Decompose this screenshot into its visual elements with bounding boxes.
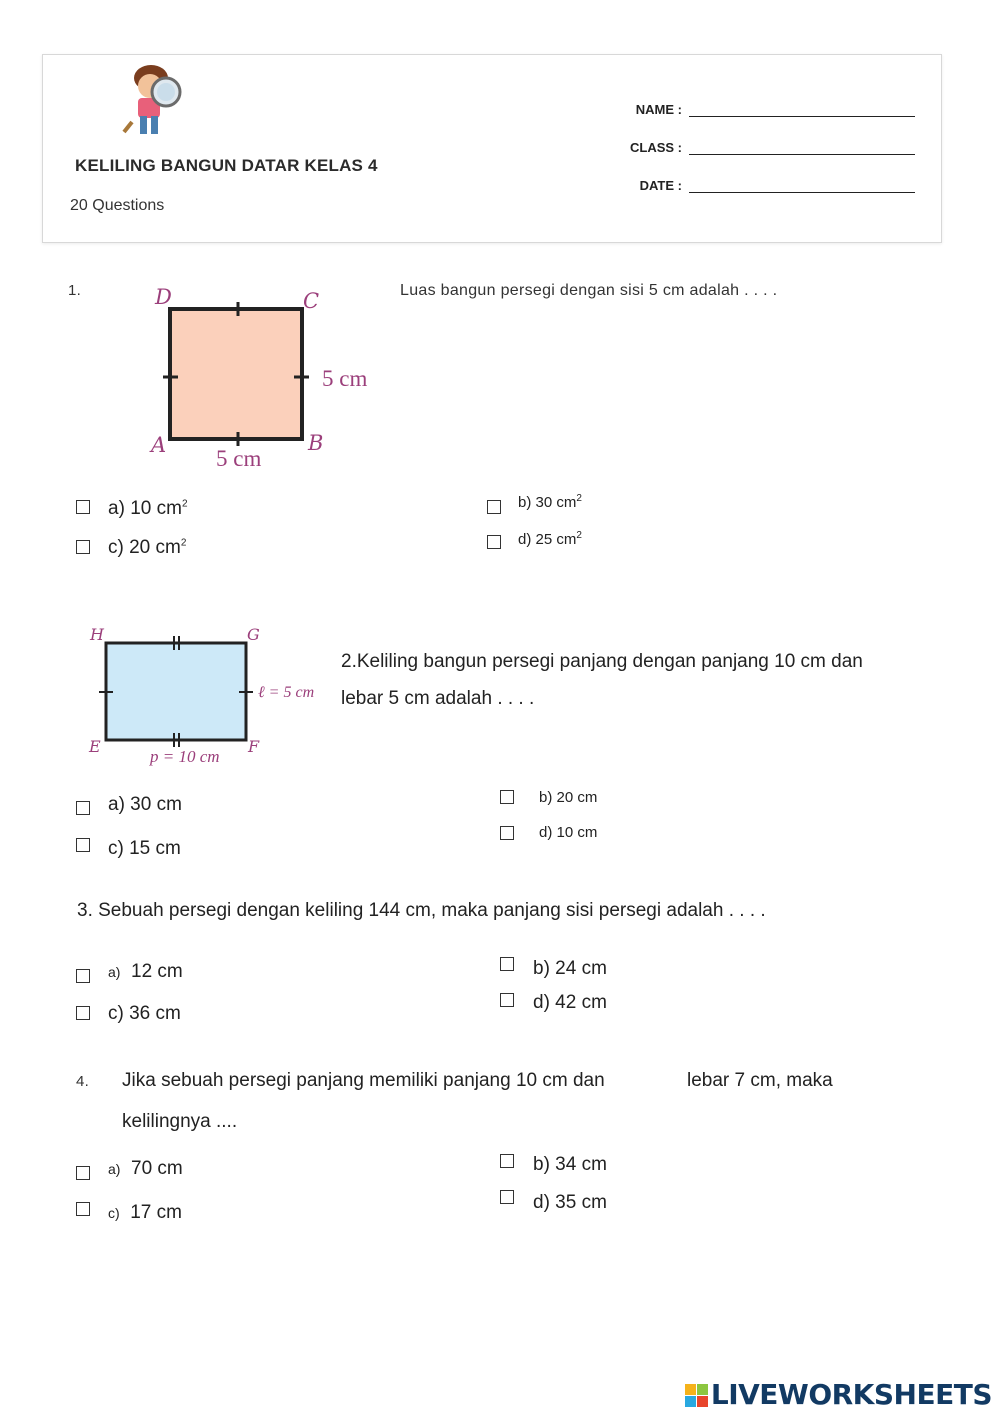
q4-option-d-label: d) 35 cm [533, 1192, 607, 1213]
question-4-text-line-1a: Jika sebuah persegi panjang memiliki panjang 10 cm dan [122, 1070, 605, 1091]
q2-option-d-label: d) 10 cm [539, 824, 598, 841]
q4-option-c-label: c) 17 cm [108, 1202, 182, 1223]
q1-option-b-label: b) 30 $cm^2$ [518, 493, 582, 511]
questions-count: 20 Questions [70, 197, 165, 214]
vertex-H-label: H [90, 625, 104, 644]
q3-option-d-label: d) 42 cm [533, 992, 607, 1013]
name-label: NAME : [635, 102, 682, 117]
q4-option-b-label: b) 34 cm [533, 1154, 607, 1175]
q4-option-b-checkbox[interactable] [500, 1154, 514, 1168]
question-1-number: 1. [68, 282, 82, 299]
vertex-E-label: E [89, 737, 101, 756]
q3-option-b-label: b) 24 cm [533, 958, 607, 979]
q1-option-a-checkbox[interactable] [76, 500, 90, 514]
q2-option-a-checkbox[interactable] [76, 801, 90, 815]
question-4-number: 4. [76, 1073, 90, 1090]
class-label: CLASS : [630, 140, 682, 155]
vertex-F-label: F [248, 737, 260, 756]
q1-option-c-label: c) 20 $cm^2$ [108, 537, 187, 558]
length-label: p = 10 cm [150, 747, 220, 766]
side-bottom-label: 5 cm [216, 446, 262, 471]
q2-option-c-label: c) 15 cm [108, 838, 181, 859]
q3-option-a-label: a) 12 cm [108, 961, 183, 982]
q1-option-d-label: d) 25 $cm^2$ [518, 530, 582, 548]
q1-option-c-checkbox[interactable] [76, 540, 90, 554]
vertex-D-label: D [155, 285, 172, 309]
square-figure [145, 282, 385, 474]
vertex-G-label: G [247, 625, 260, 644]
q3-option-b-checkbox[interactable] [500, 957, 514, 971]
q2-option-a-label: a) 30 cm [108, 794, 182, 815]
q2-option-b-label: b) 20 cm [539, 789, 598, 806]
width-label: ℓ = 5 cm [258, 684, 315, 701]
q1-option-a-label: a) 10 $cm^2$ [108, 498, 188, 519]
q3-option-d-checkbox[interactable] [500, 993, 514, 1007]
question-2-text-line-2: lebar 5 cm adalah . . . . [341, 688, 535, 709]
question-1-text: Luas bangun persegi dengan sisi 5 cm adalah . . . . [400, 282, 778, 299]
question-4-text-line-1b: lebar 7 cm, maka [687, 1070, 833, 1091]
side-right-label: 5 cm [322, 366, 368, 391]
rectangle-figure [86, 622, 331, 772]
q2-option-d-checkbox[interactable] [500, 826, 514, 840]
liveworksheets-logo [685, 1378, 992, 1411]
date-field[interactable] [689, 192, 915, 193]
vertex-C-label: C [303, 289, 320, 313]
q1-option-b-checkbox[interactable] [487, 500, 501, 514]
name-field[interactable] [689, 116, 915, 117]
q3-option-c-label: c) 36 cm [108, 1003, 181, 1024]
q2-option-c-checkbox[interactable] [76, 838, 90, 852]
liveworksheets-mark-icon [685, 1384, 709, 1408]
q3-option-c-checkbox[interactable] [76, 1006, 90, 1020]
vertex-A-label: A [151, 433, 167, 457]
q4-option-a-checkbox[interactable] [76, 1166, 90, 1180]
class-field[interactable] [689, 154, 915, 155]
q1-option-d-checkbox[interactable] [487, 535, 501, 549]
q3-option-a-checkbox[interactable] [76, 969, 90, 983]
q4-option-d-checkbox[interactable] [500, 1190, 514, 1204]
liveworksheets-logo-text: LIVEWORKSHEETS [710, 1378, 992, 1411]
worksheet-title: KELILING BANGUN DATAR KELAS 4 [75, 156, 378, 175]
question-4-text-line-2: kelilingnya .... [122, 1111, 238, 1132]
q2-option-b-checkbox[interactable] [500, 790, 514, 804]
q4-option-a-label: a) 70 cm [108, 1158, 183, 1179]
question-2-text-line-1: 2.Keliling bangun persegi panjang dengan panjang 10 cm dan [341, 651, 863, 672]
vertex-B-label: B [308, 431, 324, 455]
date-label: DATE : [639, 178, 682, 193]
q4-option-c-checkbox[interactable] [76, 1202, 90, 1216]
detective-mascot-icon [118, 60, 188, 142]
question-3-text: 3. Sebuah persegi dengan keliling 144 cm, maka panjang sisi persegi adalah . . . . [77, 900, 766, 921]
